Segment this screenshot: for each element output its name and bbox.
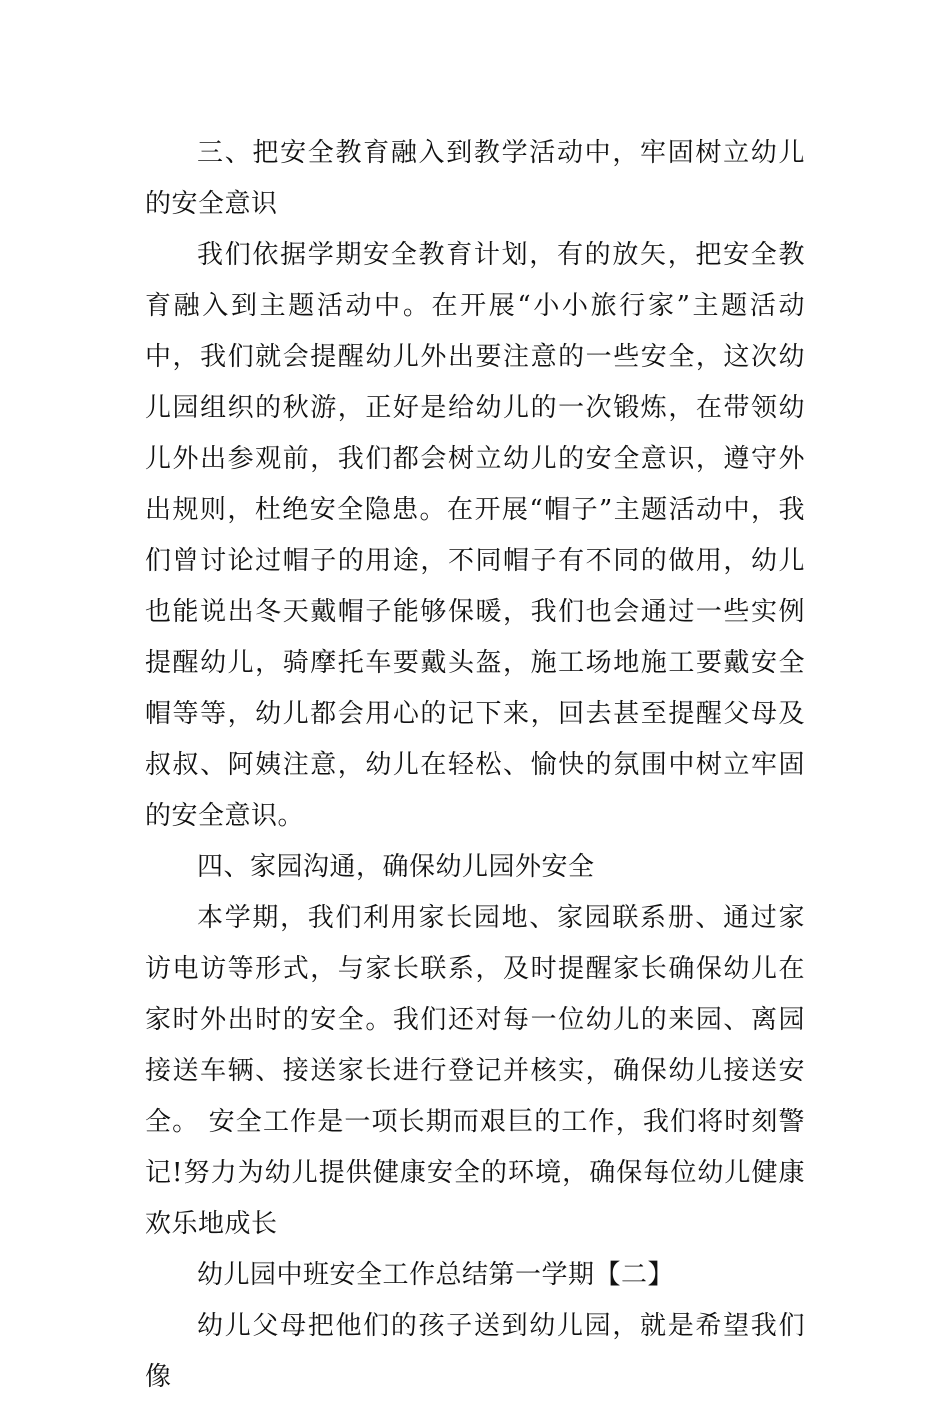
document-body [145,128,805,1403]
body-paragraph-safety-education: 我们依据学期安全教育计划，有的放矢，把安全教育融入到主题活动中。在开展“小小旅行家”主题活动中，我们就会提醒幼儿外出要注意的一些安全，这次幼儿园组织的秋游，正好是给幼儿的一次锻炼，在带领幼儿外出参观前，我们都会树立幼儿的安全意识，遵守外出规则，杜绝安全隐患。在开展“帽子”主题活动中，我们曾讨论过帽子的用途，不同帽子有不同的做用，幼儿也能说出冬天戴帽子能够保暖，我们也会通过一些实例提醒幼儿，骑摩托车要戴头盔，施工场地施工要戴安全帽等等，幼儿都会用心的记下来，回去甚至提醒父母及叔叔、阿姨注意，幼儿在轻松、愉快的氛围中树立牢固的安全意识。 [145,240,805,831]
section-heading-three: 三、把安全教育融入到教学活动中，牢固树立幼儿的安全意识 [145,138,805,219]
body-paragraph-parents: 幼儿父母把他们的孩子送到幼儿园，就是希望我们像 [145,1311,805,1392]
body-paragraph-home-communication: 本学期，我们利用家长园地、家园联系册、通过家访电访等形式，与家长联系，及时提醒家长确保幼儿在家时外出时的安全。我们还对每一位幼儿的来园、离园接送车辆、接送家长进行登记并核实，确保幼儿接送安全。 安全工作是一项长期而艰巨的工作，我们将时刻警记!努力为幼儿提供健康安全的环境，确保每位幼儿健康欢乐地成长 [145,903,805,1239]
summary-title-two: 幼儿园中班安全工作总结第一学期【二】 [197,1260,675,1290]
section-heading-four: 四、家园沟通，确保幼儿园外安全 [197,852,595,882]
